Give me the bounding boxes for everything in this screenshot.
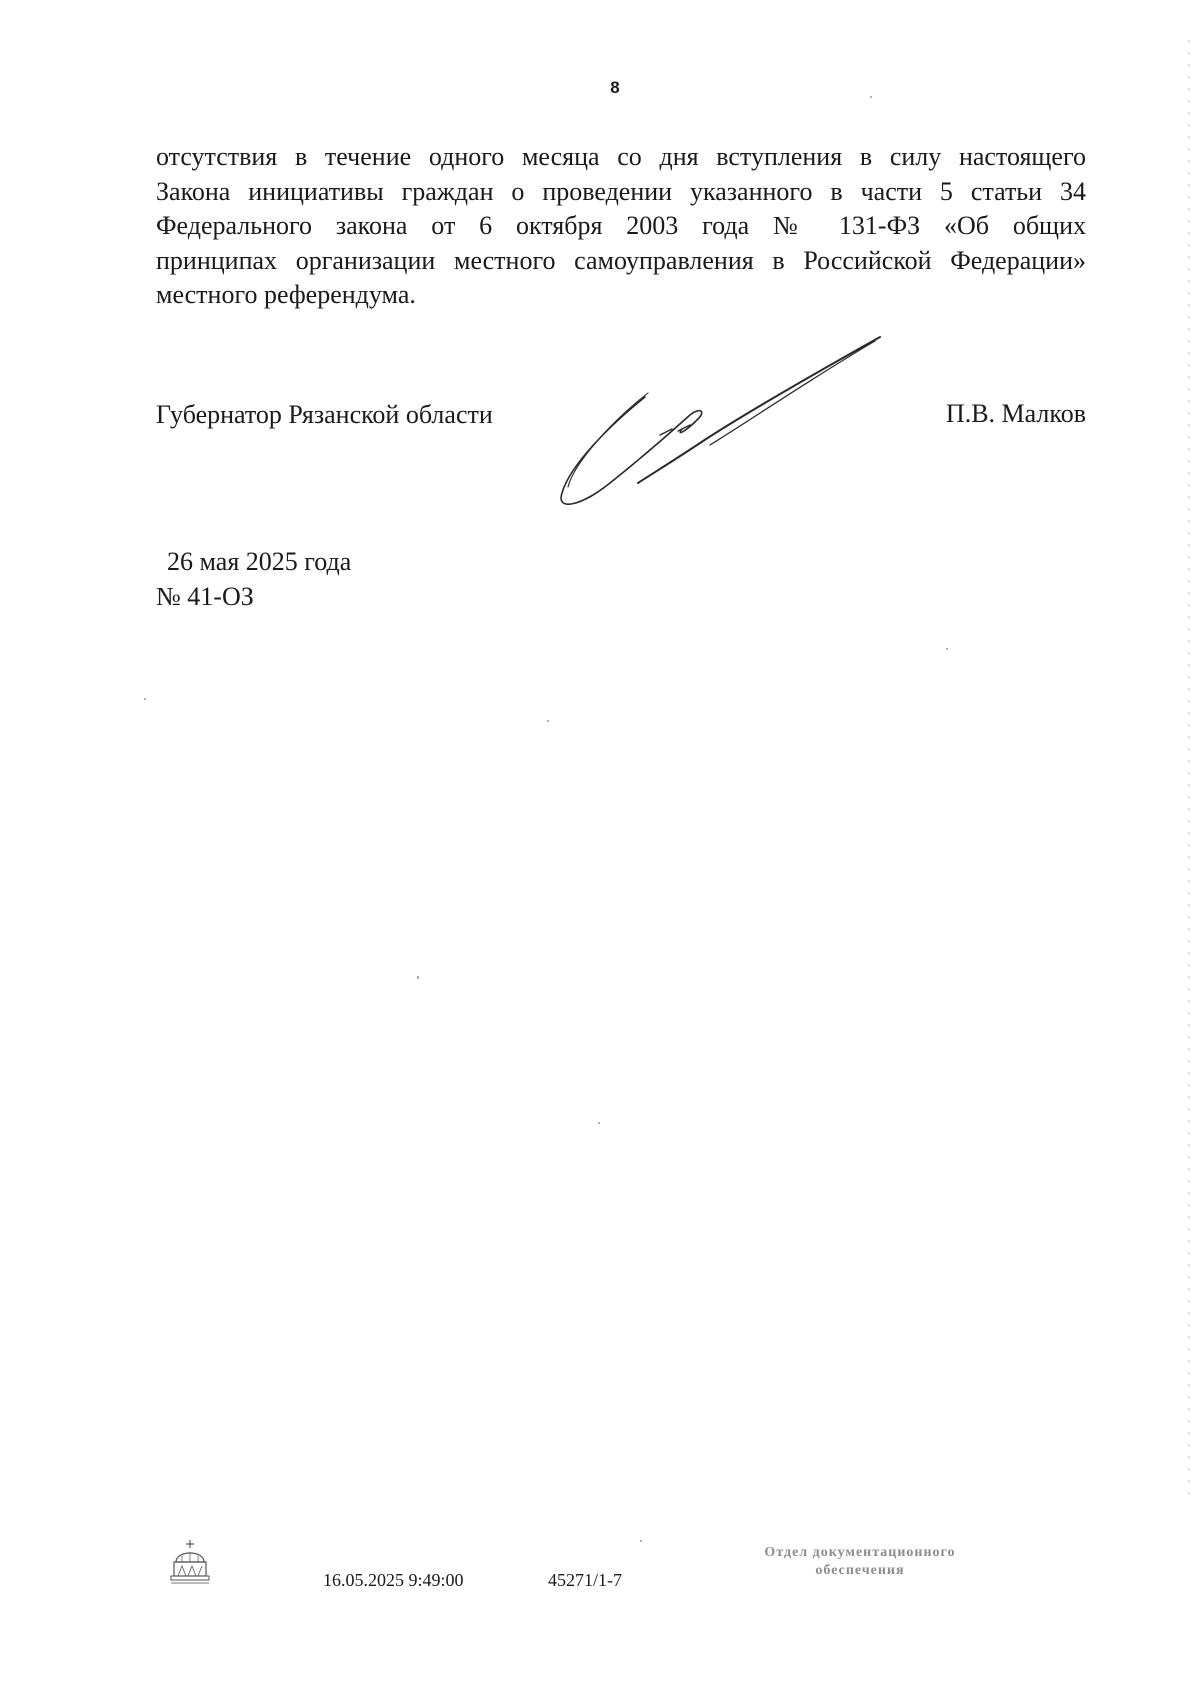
scan-speck	[870, 96, 872, 98]
body-line: Закона инициативы граждан о проведении указанного в части 5 статьи 34	[156, 176, 1086, 206]
department-stamp	[720, 1544, 1000, 1580]
scan-speck	[598, 1122, 600, 1124]
body-line: отсутствия в течение одного месяца со дня вступления в силу настоящего	[156, 142, 1086, 171]
body-line: Федерального закона от 6 октября 2003 года № 131-ФЗ «Об общих	[156, 211, 1086, 240]
scan-speck	[640, 1540, 642, 1542]
scan-speck	[144, 698, 146, 700]
law-date: 26 мая 2025 года	[167, 547, 352, 576]
registration-doc-id: 45271/1-7	[548, 1570, 622, 1590]
page-number: 8	[610, 78, 620, 97]
coat-of-arms-emblem-icon	[168, 1538, 212, 1586]
law-body-text	[156, 140, 1086, 313]
body-line: местного референдума.	[156, 280, 416, 309]
handwritten-signature	[550, 325, 890, 525]
registration-timestamp: 16.05.2025 9:49:00	[323, 1570, 464, 1590]
stamp-line: обеспечения	[815, 1563, 905, 1578]
stamp-line: Отдел документационного	[764, 1545, 956, 1560]
scan-speck	[417, 976, 419, 979]
body-line: принципах организации местного самоуправления в Российской Федерации»	[156, 245, 1086, 275]
signer-name: П.В. Малков	[945, 399, 1086, 428]
scan-edge-artifact	[1186, 40, 1192, 1500]
signer-position: Губернатор Рязанской области	[156, 400, 493, 429]
law-number: № 41-ОЗ	[156, 582, 254, 611]
scan-speck	[946, 648, 948, 650]
scan-speck	[547, 720, 549, 722]
